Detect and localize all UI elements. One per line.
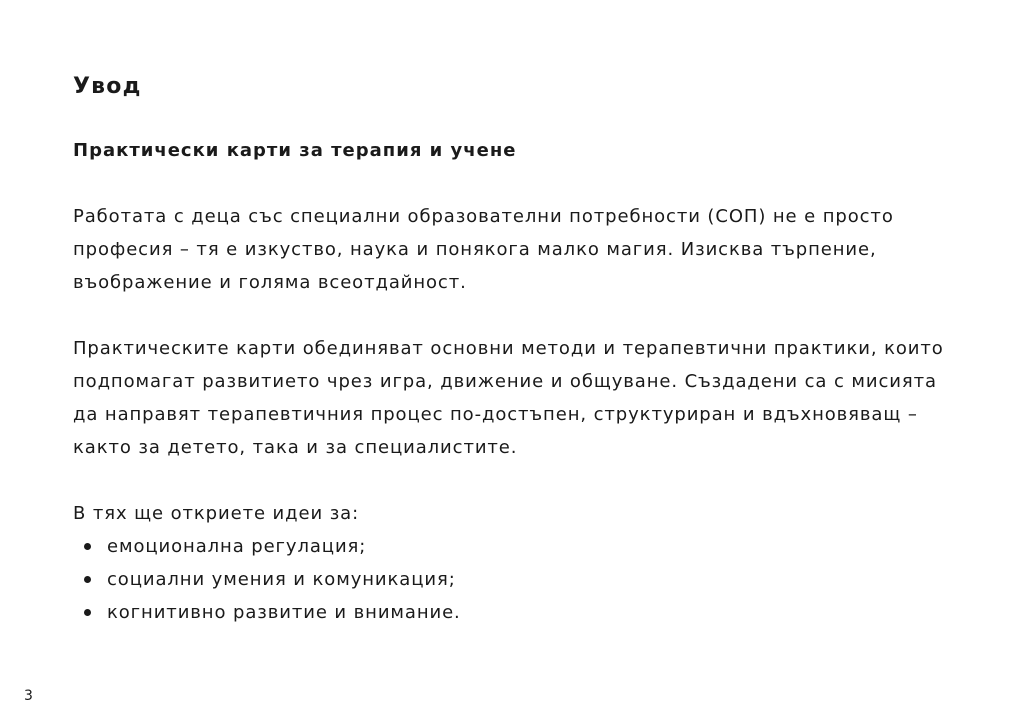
page-title: Увод xyxy=(73,74,142,99)
document-page xyxy=(73,70,963,629)
ideas-list xyxy=(73,530,963,629)
section-subtitle: Практически карти за терапия и учене xyxy=(73,140,517,161)
intro-paragraph: Работата с деца със специални образователни потребности (СОП) не е просто професия – тя е изкуство, наука и понякога малко магия. Изисква търпение, въображение и голяма всеотдайност. xyxy=(73,206,894,293)
list-item-text: социални умения и комуникация; xyxy=(107,569,456,590)
list-item-text: когнитивно развитие и внимание. xyxy=(107,602,461,623)
page-number: 3 xyxy=(24,688,33,704)
cards-paragraph: Практическите карти обединяват основни методи и терапевтични практики, които подпомагат развитието чрез игра, движение и общуване. Създадени са с мисията да направят терапевтичния процес по-достъпен, структуриран и вдъхновяващ – както за детето, така и за специалистите. xyxy=(73,338,944,458)
list-item xyxy=(73,596,963,629)
bullet-icon xyxy=(84,609,91,616)
list-item xyxy=(73,530,963,563)
bullet-icon xyxy=(84,576,91,583)
bullet-icon xyxy=(84,543,91,550)
list-item xyxy=(73,563,963,596)
list-intro: В тях ще откриете идеи за: xyxy=(73,503,360,524)
list-item-text: емоционална регулация; xyxy=(107,536,367,557)
